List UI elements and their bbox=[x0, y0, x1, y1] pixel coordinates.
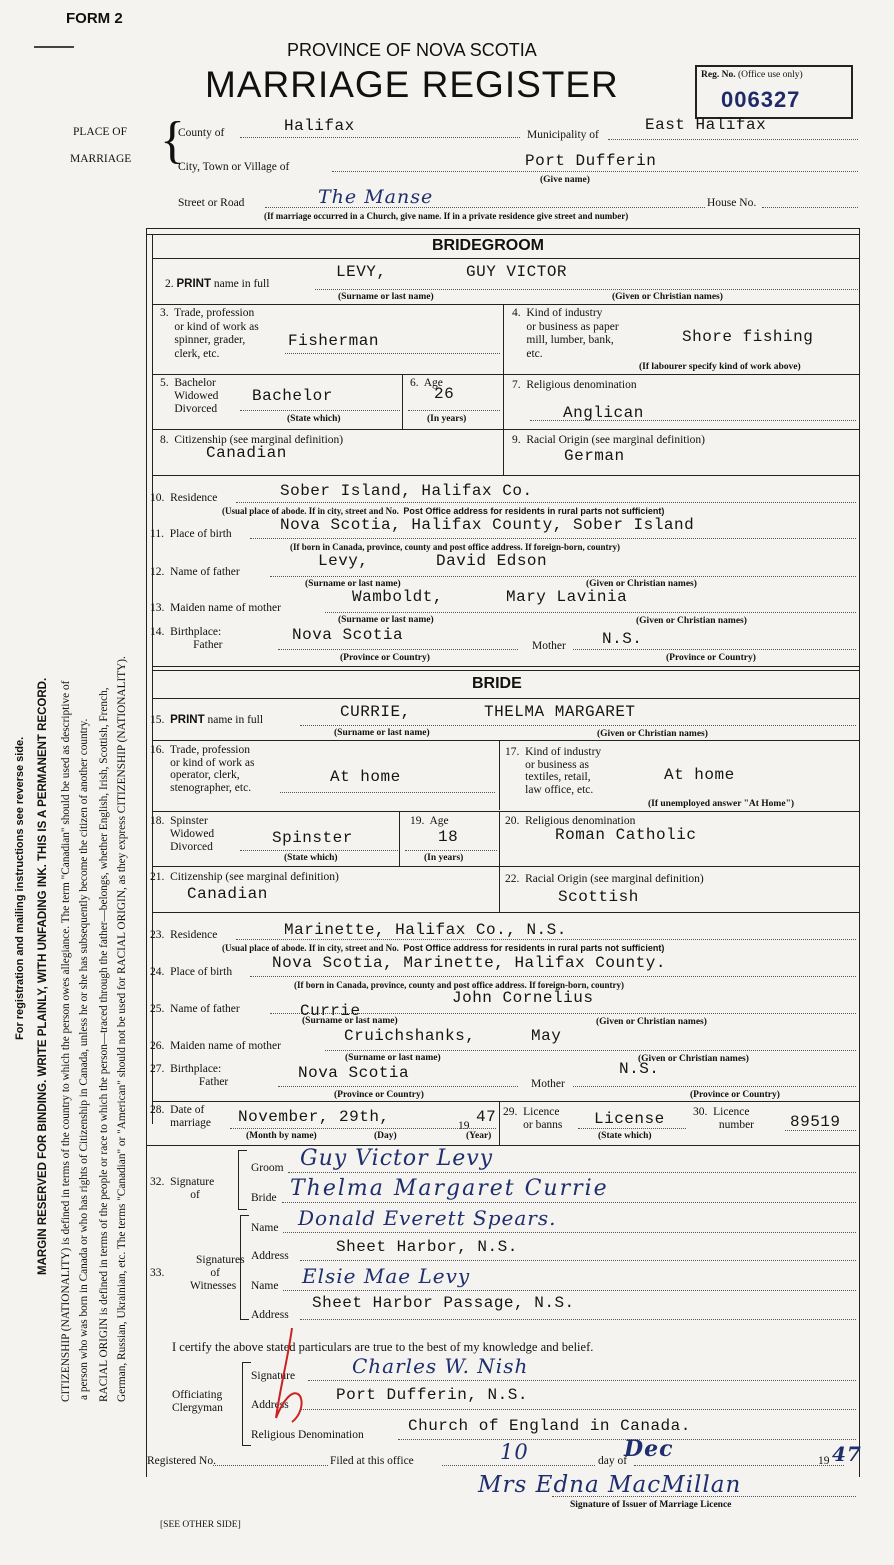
item-33: 33. bbox=[150, 1267, 165, 1279]
religion-label: Religious denomination bbox=[526, 379, 637, 391]
item-24: 24. bbox=[150, 966, 165, 978]
date-label-line2: marriage bbox=[170, 1117, 211, 1129]
bride-status-note: (State which) bbox=[284, 853, 338, 863]
bride-heading: BRIDE bbox=[472, 675, 522, 692]
filed-year: 47 bbox=[832, 1442, 862, 1466]
bride-bp-mother-label: Mother bbox=[531, 1078, 565, 1090]
item-32: 32. bbox=[150, 1176, 165, 1188]
groom-bp-father: Nova Scotia bbox=[292, 626, 404, 644]
racial-label: Racial Origin (see marginal definition) bbox=[526, 434, 705, 446]
bride-trade-label bbox=[150, 744, 254, 794]
bride-bp-mother-note: (Province or Country) bbox=[690, 1090, 780, 1100]
birthplace-label: Birthplace: bbox=[170, 626, 222, 638]
bride-sig-label: Bride bbox=[251, 1192, 277, 1204]
item-4: 4. bbox=[512, 307, 521, 319]
bride-signature: Thelma Margaret Currie bbox=[290, 1176, 609, 1201]
bride-given-note: (Given or Christian names) bbox=[597, 729, 708, 739]
see-other-side: [SEE OTHER SIDE] bbox=[160, 1520, 241, 1530]
filed-month: Dec bbox=[624, 1436, 674, 1462]
bride-birth-note: (If born in Canada, province, county and post office address. If foreign-born, country) bbox=[294, 980, 625, 990]
w1-address-label: Address bbox=[251, 1250, 289, 1262]
bride-mother-surname-note: (Surname or last name) bbox=[345, 1053, 441, 1063]
bride-residence: Marinette, Halifax Co., N.S. bbox=[284, 921, 567, 939]
groom-religion-label bbox=[512, 379, 637, 391]
item-7: 7. bbox=[512, 379, 521, 391]
signature-label-line2: of bbox=[190, 1189, 200, 1201]
trade-label-line1: Trade, profession bbox=[174, 307, 255, 319]
item-29: 29. bbox=[503, 1106, 518, 1118]
bride-father-given: John Cornelius bbox=[452, 989, 594, 1007]
clergy-address-label: Address bbox=[251, 1399, 289, 1411]
groom-father-surname: Levy, bbox=[318, 552, 369, 570]
filed-label: Filed at this office bbox=[330, 1455, 414, 1467]
reg-label: Reg. No. bbox=[701, 70, 736, 80]
w1-name-label: Name bbox=[251, 1222, 279, 1234]
county-label: County of bbox=[178, 127, 225, 139]
bride-citizenship-label bbox=[150, 871, 339, 883]
age-label: Age bbox=[423, 377, 443, 389]
bride-surname-note: (Surname or last name) bbox=[334, 728, 430, 738]
filed-year-prefix: 19 bbox=[818, 1455, 830, 1467]
form-number: FORM 2 bbox=[66, 10, 123, 27]
bride-racial-label bbox=[505, 873, 704, 885]
w2-name-label: Name bbox=[251, 1280, 279, 1292]
bride-residence-label bbox=[150, 929, 217, 941]
item-16: 16. bbox=[150, 744, 165, 756]
month-note: (Month by name) bbox=[246, 1131, 317, 1141]
groom-birth-note: (If born in Canada, province, county and post office address. If foreign-born, country) bbox=[290, 542, 621, 552]
trade-label-line4: clerk, etc. bbox=[174, 347, 220, 360]
groom-father-given: David Edson bbox=[436, 552, 548, 570]
licence-number: 89519 bbox=[790, 1113, 841, 1131]
witness-label bbox=[150, 1254, 245, 1293]
issuer-label: Signature of Issuer of Marriage Licence bbox=[570, 1500, 732, 1510]
day-of-label: day of bbox=[598, 1455, 628, 1467]
street-note: (If marriage occurred in a Church, give name. If in a private residence give street and number) bbox=[264, 211, 629, 221]
witness-label-line1: Signatures bbox=[196, 1254, 245, 1266]
witness1-signature: Donald Everett Spears. bbox=[298, 1206, 557, 1230]
bride-age: 18 bbox=[438, 828, 459, 846]
w2-address-label: Address bbox=[251, 1309, 289, 1321]
groom-trade-label bbox=[160, 307, 259, 361]
birthplace-father-label: Father bbox=[198, 1076, 229, 1088]
item-14: 14. bbox=[150, 626, 165, 638]
age-label: Age bbox=[429, 815, 449, 827]
item-27: 27. bbox=[150, 1063, 165, 1075]
bride-religion: Roman Catholic bbox=[555, 826, 697, 844]
groom-residence-note bbox=[222, 506, 664, 516]
kind-label-line3: mill, lumber, bank, bbox=[526, 334, 614, 346]
item-26: 26. bbox=[150, 1040, 165, 1052]
street-value: The Manse bbox=[318, 186, 434, 208]
clergy-signature: Charles W. Nish bbox=[352, 1354, 529, 1378]
groom-bp-mother-note: (Province or Country) bbox=[666, 653, 756, 663]
groom-signature: Guy Victor Levy bbox=[300, 1146, 494, 1171]
kind-label-line2: or business as bbox=[525, 758, 590, 771]
item-3: 3. bbox=[160, 307, 169, 319]
groom-age: 26 bbox=[434, 385, 455, 403]
bride-father-surname-note: (Surname or last name) bbox=[302, 1016, 398, 1026]
clergy-signature-label: Signature bbox=[251, 1370, 296, 1382]
marriage-date: November, 29th, bbox=[238, 1108, 390, 1126]
status-bachelor: Bachelor bbox=[174, 377, 216, 389]
groom-bp-mother-label: Mother bbox=[532, 640, 566, 652]
residence-note: (Usual place of abode. If in city, street and No. bbox=[222, 506, 399, 516]
item-13: 13. bbox=[150, 602, 165, 614]
birthplace-father-label: Father bbox=[193, 639, 223, 651]
bride-bp-father: Nova Scotia bbox=[298, 1064, 410, 1082]
item-18: 18. bbox=[150, 815, 165, 827]
licence-label bbox=[503, 1106, 562, 1132]
father-label: Name of father bbox=[170, 1003, 240, 1015]
witness-label-line2: of bbox=[210, 1267, 220, 1279]
trade-label-line2: or kind of work as bbox=[170, 756, 255, 769]
clergy-denom-label: Religious Denomination bbox=[251, 1429, 364, 1441]
groom-birthplace-label bbox=[150, 626, 223, 652]
bride-father-surname: Currie bbox=[300, 1002, 361, 1020]
residence-note: (Usual place of abode. If in city, street and No. bbox=[222, 943, 399, 953]
bride-bp-mother: N.S. bbox=[619, 1060, 660, 1078]
licence-number-label-line1: Licence bbox=[713, 1106, 750, 1118]
place-label-1: PLACE OF bbox=[73, 126, 127, 138]
marriage-year-prefix: 19 bbox=[458, 1120, 470, 1132]
licence-label-line1: Licence bbox=[523, 1106, 560, 1118]
bride-mother-given: May bbox=[531, 1027, 562, 1045]
bride-birth: Nova Scotia, Marinette, Halifax County. bbox=[272, 954, 666, 972]
status-widowed: Widowed bbox=[169, 828, 215, 840]
sig-bracket-2 bbox=[240, 1215, 249, 1320]
groom-given: GUY VICTOR bbox=[466, 263, 568, 281]
witness2-address: Sheet Harbor Passage, N.S. bbox=[312, 1294, 575, 1312]
residence-note-bold: Post Office address for residents in rural parts not sufficient) bbox=[403, 943, 665, 953]
name-in-full: name in full bbox=[207, 714, 264, 726]
bride-bp-father-note: (Province or Country) bbox=[334, 1090, 424, 1100]
kind-label-line1: Kind of industry bbox=[525, 746, 602, 758]
bride-age-label bbox=[410, 815, 449, 827]
bride-racial: Scottish bbox=[558, 888, 639, 906]
licence-note: (State which) bbox=[598, 1131, 652, 1141]
bride-mother-label bbox=[150, 1040, 281, 1052]
trade-label-line3: spinner, grader, bbox=[174, 334, 246, 346]
groom-mother-surname-note: (Surname or last name) bbox=[338, 615, 434, 625]
kind-label-line4: law office, etc. bbox=[525, 783, 594, 796]
province-title: PROVINCE OF NOVA SCOTIA bbox=[287, 40, 537, 60]
mother-label: Maiden name of mother bbox=[170, 1040, 281, 1052]
house-label: House No. bbox=[707, 197, 757, 209]
residence-label: Residence bbox=[170, 929, 218, 941]
kind-label-line3: textiles, retail, bbox=[525, 771, 591, 783]
item-8: 8. bbox=[160, 434, 169, 446]
birth-label: Place of birth bbox=[170, 966, 233, 978]
item-25: 25. bbox=[150, 1003, 165, 1015]
margin-line-2: MARGIN RESERVED FOR BINDING. WRITE PLAINLY, WITH UNFADING INK. THIS IS A PERMANENT RECORD. bbox=[37, 677, 49, 1275]
groom-mother-given: Mary Lavinia bbox=[506, 588, 628, 606]
item-6: 6. bbox=[410, 377, 419, 389]
bride-kind-note: (If unemployed answer "At Home") bbox=[648, 799, 795, 809]
groom-name-label bbox=[165, 278, 269, 290]
witness2-signature: Elsie Mae Levy bbox=[302, 1264, 471, 1288]
clergy-denom: Church of England in Canada. bbox=[408, 1417, 691, 1435]
religion-label: Religious denomination bbox=[525, 815, 636, 827]
street-label: Street or Road bbox=[178, 197, 245, 209]
margin-line-3: CITIZENSHIP (NATIONALITY) is defined in terms of the country to which the person owes allegiance. The term "Canadian" should be used as descriptive of bbox=[60, 680, 72, 1402]
item-10: 10. bbox=[150, 492, 165, 504]
groom-kind-note: (If labourer specify kind of work above) bbox=[639, 362, 801, 372]
item-2: 2. bbox=[165, 278, 174, 290]
filed-day: 10 bbox=[500, 1440, 529, 1464]
bride-kind-label bbox=[505, 746, 601, 796]
bride-mother-given-note: (Given or Christian names) bbox=[638, 1054, 749, 1064]
groom-sig-label: Groom bbox=[251, 1162, 284, 1174]
groom-status-note: (State which) bbox=[287, 414, 341, 424]
bride-name-label bbox=[150, 714, 263, 726]
date-label-line1: Date of bbox=[170, 1104, 205, 1116]
citizenship-label: Citizenship (see marginal definition) bbox=[170, 871, 339, 883]
print-label: PRINT bbox=[176, 278, 211, 290]
groom-bp-father-note: (Province or Country) bbox=[340, 653, 430, 663]
residence-note-bold: Post Office address for residents in rural parts not sufficient) bbox=[403, 506, 665, 516]
margin-line-1: For registration and mailing instructions see reverse side. bbox=[14, 736, 26, 1040]
status-divorced: Divorced bbox=[170, 841, 213, 853]
signature-label-line1: Signature bbox=[170, 1176, 215, 1188]
status-divorced: Divorced bbox=[174, 403, 218, 415]
licence-label-line2: or banns bbox=[523, 1119, 563, 1131]
witness1-address: Sheet Harbor, N.S. bbox=[336, 1238, 518, 1256]
issuer-signature: Mrs Edna MacMillan bbox=[478, 1472, 742, 1498]
margin-line-4: a person who was born in Canada or who has rights of Citizenship in Canada, unless he or she has subsequently become the citizen of another country. bbox=[78, 718, 90, 1400]
bride-mother-surname: Cruichshanks, bbox=[344, 1027, 476, 1045]
bride-birthplace-label bbox=[150, 1063, 228, 1089]
item-21: 21. bbox=[150, 871, 165, 883]
mother-label: Maiden name of mother bbox=[170, 602, 281, 614]
clergy-address: Port Dufferin, N.S. bbox=[336, 1386, 528, 1404]
bride-father-label bbox=[150, 1003, 240, 1015]
status-widowed: Widowed bbox=[174, 390, 219, 402]
city-label: City, Town or Village of bbox=[178, 161, 290, 173]
reg-number: 006327 bbox=[721, 87, 801, 112]
bride-kind: At home bbox=[664, 766, 735, 784]
birth-label: Place of birth bbox=[169, 528, 232, 540]
groom-racial-label bbox=[512, 434, 705, 446]
item-15: 15. bbox=[150, 714, 165, 726]
groom-religion: Anglican bbox=[563, 404, 644, 422]
groom-mother-surname: Wamboldt, bbox=[352, 588, 443, 606]
racial-label: Racial Origin (see marginal definition) bbox=[525, 873, 704, 885]
status-spinster: Spinster bbox=[170, 815, 208, 827]
date-label bbox=[150, 1104, 211, 1130]
groom-birth-label bbox=[150, 528, 232, 540]
groom-citizenship: Canadian bbox=[206, 444, 287, 462]
name-in-full: name in full bbox=[213, 278, 270, 290]
kind-label-line1: Kind of industry bbox=[526, 307, 603, 319]
licence-type: License bbox=[594, 1110, 665, 1128]
item-20: 20. bbox=[505, 815, 520, 827]
bride-residence-note bbox=[222, 943, 664, 953]
bride-citizenship: Canadian bbox=[187, 885, 268, 903]
trade-label-line4: stenographer, etc. bbox=[170, 781, 252, 794]
item-12: 12. bbox=[150, 566, 165, 578]
city-note: (Give name) bbox=[540, 175, 590, 185]
item-23: 23. bbox=[150, 929, 165, 941]
groom-status: Bachelor bbox=[252, 387, 333, 405]
bride-status: Spinster bbox=[272, 829, 353, 847]
residence-label: Residence bbox=[170, 492, 218, 504]
bride-age-note: (In years) bbox=[424, 853, 464, 863]
groom-bp-mother: N.S. bbox=[602, 630, 643, 648]
trade-label-line2: or kind of work as bbox=[174, 320, 259, 333]
item-30: 30. bbox=[693, 1106, 708, 1118]
bride-birth-label bbox=[150, 966, 232, 978]
margin-line-6: German, Russian, Ukrainian, etc. The terms "Canadian" or "American" should not be used for RACIAL ORIGIN, as they express CITIZENSHIP (NATIONALITY). bbox=[116, 656, 128, 1402]
city-value: Port Dufferin bbox=[525, 152, 657, 170]
groom-father-label bbox=[150, 566, 240, 578]
sig-bracket-1 bbox=[238, 1150, 247, 1210]
reg-note: (Office use only) bbox=[737, 70, 803, 80]
trade-label-line1: Trade, profession bbox=[169, 744, 250, 756]
bride-trade: At home bbox=[330, 768, 401, 786]
signature-label bbox=[150, 1176, 214, 1202]
red-check-mark bbox=[270, 1318, 330, 1428]
kind-label-line2: or business as paper bbox=[526, 320, 619, 333]
municipality-value: East Halifax bbox=[645, 116, 767, 134]
clergy-bracket bbox=[242, 1362, 251, 1446]
kind-label-line4: etc. bbox=[526, 347, 543, 360]
bride-given: THELMA MARGARET bbox=[484, 703, 636, 721]
registered-label: Registered No. bbox=[147, 1455, 216, 1467]
item-9: 9. bbox=[512, 434, 521, 446]
groom-trade: Fisherman bbox=[288, 332, 379, 350]
municipality-label: Municipality of bbox=[527, 129, 599, 141]
item-22: 22. bbox=[505, 873, 520, 885]
item-11: 11. bbox=[150, 528, 164, 540]
groom-racial: German bbox=[564, 447, 625, 465]
clergy-label-line1: Officiating bbox=[172, 1389, 223, 1401]
trade-label-line3: operator, clerk, bbox=[170, 769, 240, 781]
groom-mother-given-note: (Given or Christian names) bbox=[636, 616, 747, 626]
groom-kind-label bbox=[512, 307, 619, 361]
groom-heading: BRIDEGROOM bbox=[432, 237, 544, 254]
certify-text: I certify the above stated particulars are true to the best of my knowledge and belief. bbox=[172, 1340, 594, 1354]
margin-line-5: RACIAL ORIGIN is defined in terms of the people or race to which the person—traced through the father—belongs, whether English, Irish, Scottish, French, bbox=[98, 687, 110, 1402]
groom-residence-label bbox=[150, 492, 217, 504]
item-19: 19. bbox=[410, 815, 425, 827]
item-17: 17. bbox=[505, 746, 520, 758]
print-label: PRINT bbox=[170, 714, 205, 726]
licence-number-label-line2: number bbox=[718, 1119, 755, 1131]
day-note: (Day) bbox=[374, 1131, 397, 1141]
place-label-2: MARRIAGE bbox=[70, 153, 132, 165]
groom-kind: Shore fishing bbox=[682, 328, 814, 346]
item-5: 5. bbox=[160, 377, 169, 389]
groom-status-label bbox=[160, 377, 218, 416]
licence-number-label bbox=[693, 1106, 754, 1132]
groom-father-given-note: (Given or Christian names) bbox=[586, 579, 697, 589]
groom-given-note: (Given or Christian names) bbox=[612, 292, 723, 302]
birthplace-label: Birthplace: bbox=[170, 1063, 222, 1075]
bride-father-given-note: (Given or Christian names) bbox=[596, 1017, 707, 1027]
groom-surname-note: (Surname or last name) bbox=[338, 292, 434, 302]
clergy-label bbox=[172, 1389, 223, 1415]
year-note: (Year) bbox=[466, 1131, 492, 1141]
item-28: 28. bbox=[150, 1104, 165, 1116]
place-brace: { bbox=[160, 112, 185, 169]
reg-box bbox=[695, 65, 853, 119]
county-value: Halifax bbox=[284, 117, 355, 135]
groom-father-surname-note: (Surname or last name) bbox=[305, 579, 401, 589]
marriage-year: 47 bbox=[476, 1108, 497, 1126]
groom-surname: LEVY, bbox=[336, 263, 387, 281]
bride-status-label bbox=[150, 815, 214, 854]
groom-mother-label bbox=[150, 602, 281, 614]
bride-surname: CURRIE, bbox=[340, 703, 411, 721]
clergy-label-line2: Clergyman bbox=[172, 1402, 223, 1414]
groom-residence: Sober Island, Halifax Co. bbox=[280, 482, 533, 500]
groom-age-note: (In years) bbox=[427, 414, 467, 424]
citizenship-label: Citizenship (see marginal definition) bbox=[174, 434, 344, 446]
margin-instructions bbox=[0, 0, 140, 1565]
groom-birth: Nova Scotia, Halifax County, Sober Island bbox=[280, 516, 695, 534]
witness-label-line3: Witnesses bbox=[190, 1280, 237, 1292]
father-label: Name of father bbox=[170, 566, 240, 578]
page-title: MARRIAGE REGISTER bbox=[205, 64, 619, 105]
